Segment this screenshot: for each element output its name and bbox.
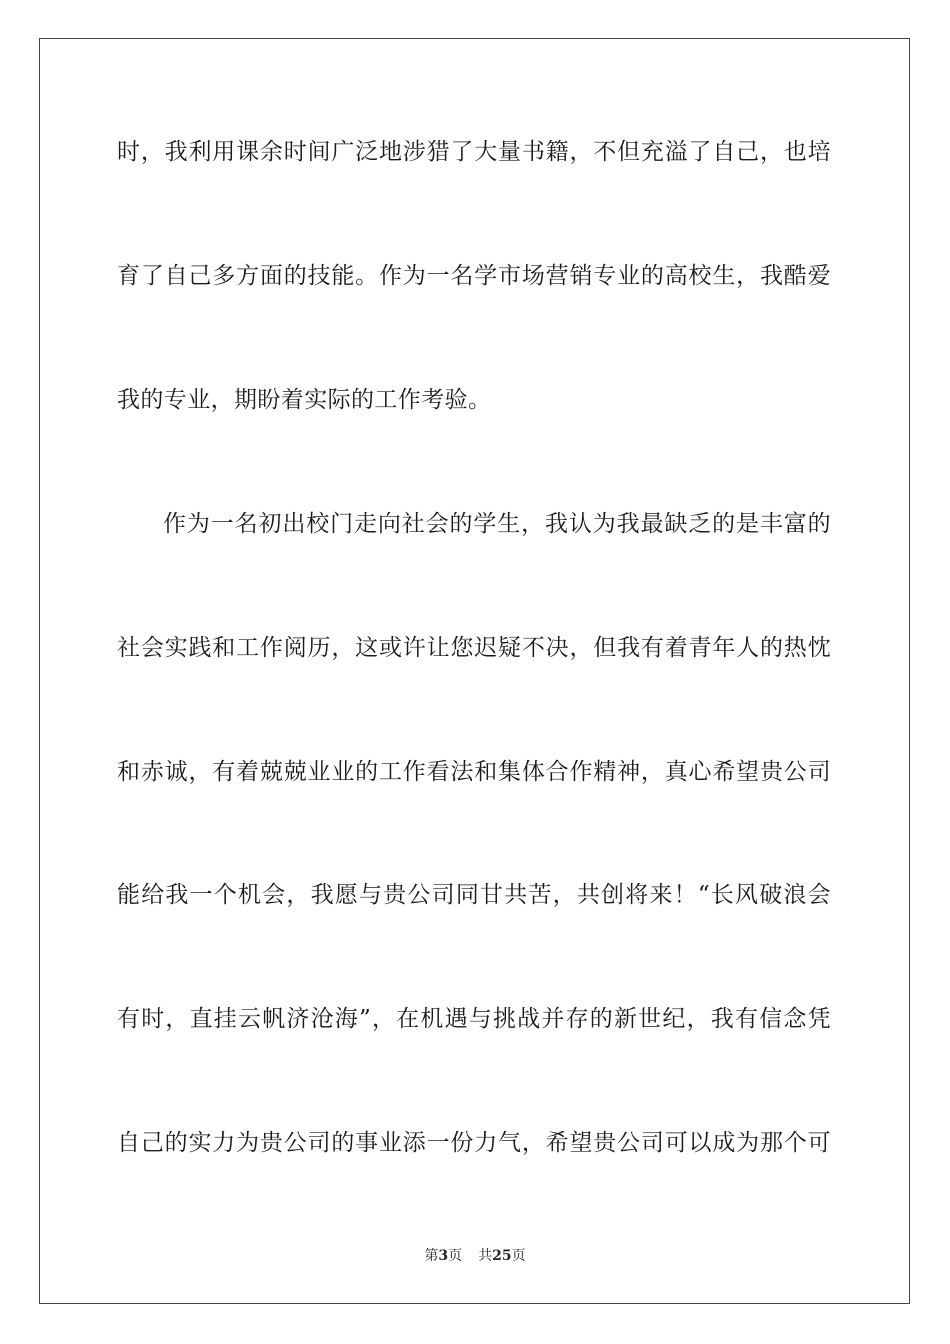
body-line-9: 自己的实力为贵公司的事业添一份力气，希望贵公司可以成为那个可 [117,1130,831,1156]
footer-total-prefix: 共 [478,1248,493,1264]
body-line-2: 育了自己多方面的技能。作为一名学市场营销专业的高校生，我酷爱 [117,263,831,289]
body-line-3: 我的专业，期盼着实际的工作考验。 [117,387,492,413]
page-border [39,38,910,1304]
body-line-4: 作为一名初出校门走向社会的学生，我认为我最缺乏的是丰富的 [163,511,831,537]
footer-page-prefix: 第 [424,1248,439,1264]
footer-total-suffix: 页 [511,1248,526,1264]
footer-page-current: 3 [438,1248,449,1264]
body-line-7: 能给我一个机会，我愿与贵公司同甘共苦，共创将来！“长风破浪会 [117,882,831,908]
body-line-1: 时，我利用课余时间广泛地涉猎了大量书籍，不但充溢了自己，也培 [117,139,831,165]
footer-page-suffix: 页 [448,1248,463,1264]
body-line-5: 社会实践和工作阅历，这或许让您迟疑不决，但我有着青年人的热忱 [117,635,831,661]
body-line-6: 和赤诚，有着兢兢业业的工作看法和集体合作精神，真心希望贵公司 [117,759,831,785]
body-line-8: 有时，直挂云帆济沧海”，在机遇与挑战并存的新世纪，我有信念凭 [117,1006,831,1032]
footer-page-total: 25 [492,1248,512,1264]
page-footer [0,1247,950,1265]
